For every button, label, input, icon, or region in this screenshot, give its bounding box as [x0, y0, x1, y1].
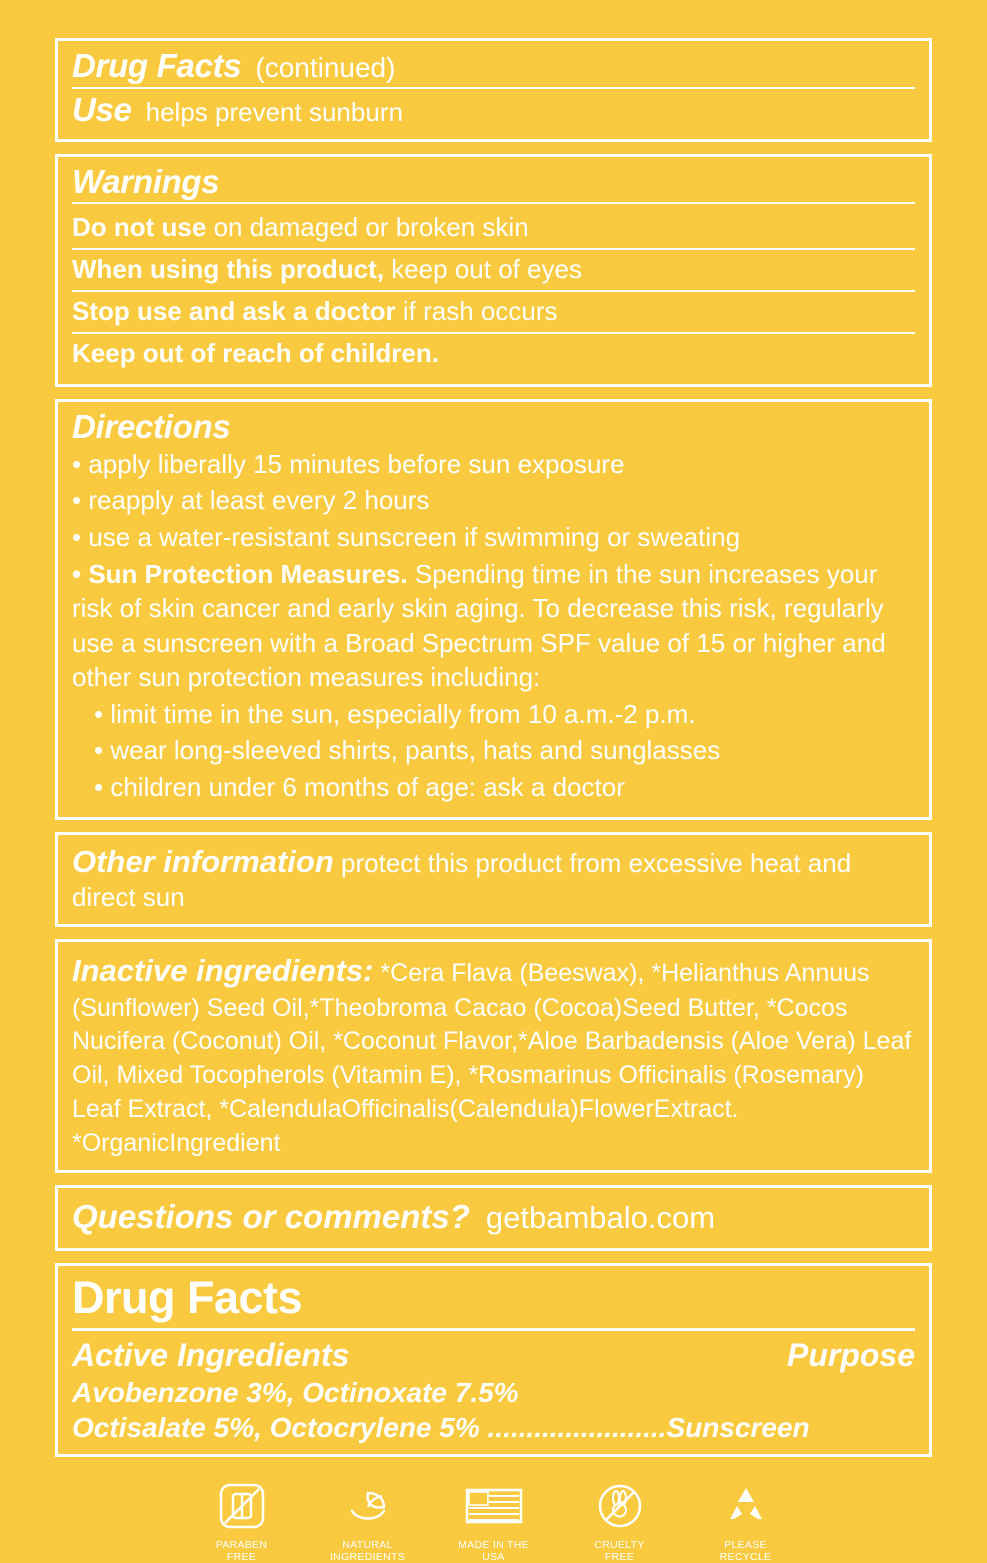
sun-protection-measures-text: Spending time in the sun increases your risk of skin cancer and early skin aging. To decrease this risk, regularly use a sunscreen with a Broad Spectrum SPF value of 15 or higher and other sun protection measures including:: [72, 558, 886, 693]
directions-bullet: • use a water-resistant sunscreen if swimming or sweating: [72, 521, 741, 552]
badge-caption: CRUELTY FREE: [594, 1538, 645, 1563]
inactive-ingredients-block: [72, 950, 915, 1161]
drug-facts-panel: [55, 1263, 932, 1456]
use-row: [72, 93, 915, 129]
divider: [72, 87, 915, 89]
warning-text: on damaged or broken skin: [213, 212, 529, 243]
badge-caption: NATURAL INGREDIENTS: [329, 1538, 406, 1563]
warning-row: [72, 334, 915, 374]
badge-please-recycle: [700, 1479, 792, 1563]
other-information-panel: [55, 832, 932, 927]
warning-text: if rash occurs: [402, 296, 558, 327]
inactive-ingredients-heading: Inactive ingredients:: [72, 952, 374, 988]
badge-natural-ingredients: [322, 1479, 414, 1563]
directions-heading: Directions: [72, 408, 231, 446]
divider: [72, 1328, 915, 1331]
questions-heading: Questions or comments?: [72, 1198, 470, 1236]
questions-url[interactable]: getbambalo.com: [485, 1200, 716, 1236]
warning-row: [72, 292, 915, 334]
inactive-ingredients-panel: [55, 939, 932, 1174]
badge-paraben-free: [196, 1479, 288, 1563]
badge-cruelty-free: [574, 1479, 666, 1563]
directions-bullet: • reapply at least every 2 hours: [72, 485, 430, 516]
warnings-heading: Warnings: [72, 162, 220, 200]
badge-made-in-usa: [448, 1479, 540, 1563]
other-information-heading: Other information: [72, 843, 334, 879]
warning-row: [72, 250, 915, 292]
directions-sub-bullet: • wear long-sleeved shirts, pants, hats and sunglasses: [94, 735, 721, 766]
drug-facts-continued-title: [72, 49, 915, 84]
use-text: helps prevent sunburn: [145, 97, 403, 127]
warning-lead: When using this product,: [72, 254, 384, 285]
directions-bullet: • apply liberally 15 minutes before sun exposure: [72, 448, 625, 479]
purpose-label: Purpose: [786, 1336, 915, 1373]
directions-sub-bullet: • children under 6 months of age: ask a doctor: [94, 771, 625, 802]
active-ingredients-label: Active Ingredients: [72, 1336, 350, 1373]
made-in-usa-flag-icon: [465, 1479, 523, 1533]
badge-caption: PLEASE RECYCLE: [719, 1538, 772, 1563]
directions-sub-bullet: • limit time in the sun, especially from 10 a.m.-2 p.m.: [94, 698, 696, 729]
sun-protection-measures-lead: • Sun Protection Measures.: [72, 558, 408, 589]
certification-badges: [55, 1479, 932, 1563]
drug-facts-continued-title-italic: Drug Facts: [72, 47, 242, 84]
sun-protection-measures-block: [72, 557, 915, 695]
inactive-ingredients-text: *Cera Flava (Beeswax), *Helianthus Annuus (Sunflower) Seed Oil,*Theobroma Cacao (Cocoa)Seed Butter, *Cocos Nucifera (Coconut) Oil, *Coconut Flavor,*Aloe Barbadensis (Aloe Vera) Leaf Oil, Mixed Tocopherols (Vitamin E), *Rosmarinus Officinalis (Rosemary) Leaf Extract, *CalendulaOfficinalis(Calendula)FlowerExtract. *OrganicIngredient: [72, 958, 912, 1157]
cruelty-free-rabbit-icon: [597, 1479, 643, 1533]
warning-text: keep out of eyes: [391, 254, 583, 285]
recycle-icon: [722, 1479, 770, 1533]
active-ingredients-line-2: Octisalate 5%, Octocrylene 5% .......................Sunscreen: [72, 1411, 810, 1443]
badge-caption: MADE IN THE USA: [458, 1538, 529, 1563]
badge-caption: PARABEN FREE: [215, 1538, 268, 1563]
warning-lead: Do not use: [72, 212, 207, 243]
questions-panel: [55, 1185, 932, 1251]
warning-lead: Stop use and ask a doctor: [72, 296, 396, 327]
use-label: Use: [72, 91, 132, 128]
warnings-panel: [55, 154, 932, 388]
other-information-block: [72, 843, 915, 914]
directions-panel: [55, 399, 932, 819]
natural-ingredients-icon: [344, 1479, 392, 1533]
warning-lead: Keep out of reach of children.: [72, 338, 439, 369]
divider: [72, 202, 915, 204]
active-ingredients-line-1: Avobenzone 3%, Octinoxate 7.5%: [72, 1376, 519, 1408]
drug-facts-title: Drug Facts: [72, 1272, 303, 1324]
drug-facts-continued-title-suffix: (continued): [255, 52, 396, 83]
warning-row: [72, 208, 915, 250]
drug-facts-columns: [72, 1337, 915, 1374]
paraben-free-icon: [219, 1479, 265, 1533]
other-information-text: protect this product from excessive heat and direct sun: [72, 847, 852, 913]
drug-facts-continued-panel: [55, 38, 932, 142]
